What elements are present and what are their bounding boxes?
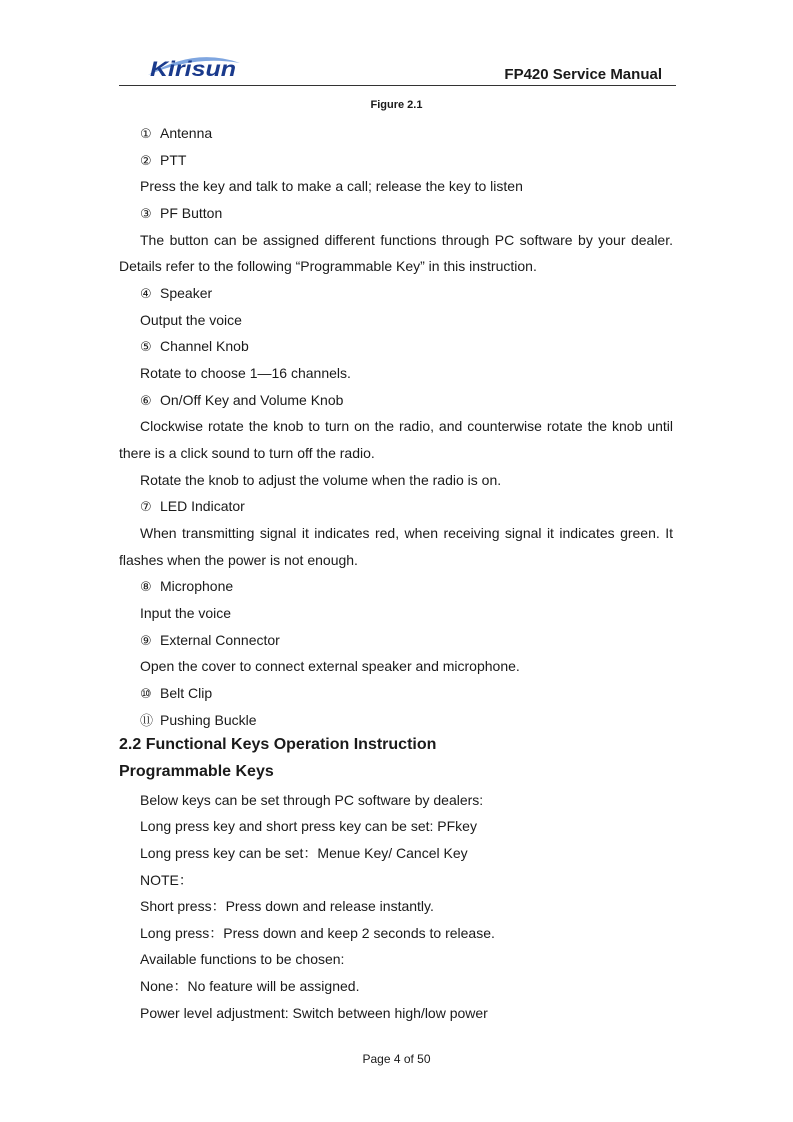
item-description: Press the key and talk to make a call; release the key to listen — [140, 178, 523, 194]
body-line: Below keys can be set through PC software by dealers: — [140, 792, 484, 808]
item-number: ② — [140, 153, 152, 168]
item-label: LED Indicator — [160, 498, 245, 514]
item-label: On/Off Key and Volume Knob — [160, 392, 344, 408]
item-label: Microphone — [160, 578, 234, 594]
item-description: When transmitting signal it indicates red, when receiving signal it indicates green. It — [140, 525, 673, 541]
list-item — [140, 631, 280, 650]
list-item — [140, 204, 222, 223]
item-number: ⑨ — [140, 633, 152, 648]
item-description: there is a click sound to turn off the radio. — [119, 445, 375, 461]
list-item — [140, 711, 257, 730]
body-line: Long press key can be set：Menue Key/ Cancel Key — [140, 845, 468, 861]
item-description: Input the voice — [140, 605, 232, 621]
item-number: ⑥ — [140, 393, 152, 408]
item-number: ⑩ — [140, 686, 152, 701]
item-description: Details refer to the following “Programmable Key” in this instruction. — [119, 258, 537, 274]
body-line: Short press：Press down and release instantly. — [140, 898, 434, 914]
body-line: None：No feature will be assigned. — [140, 978, 360, 994]
list-item — [140, 577, 233, 596]
item-number: ⑦ — [140, 499, 152, 514]
list-item — [140, 391, 343, 410]
item-number: ④ — [140, 286, 152, 301]
item-label: PF Button — [160, 205, 223, 221]
body-line: Long press：Press down and keep 2 seconds to release. — [140, 925, 495, 941]
item-description: Clockwise rotate the knob to turn on the radio, and counterwise rotate the knob until — [140, 418, 673, 434]
item-description: The button can be assigned different functions through PC software by your dealer. — [140, 232, 673, 248]
item-description: Open the cover to connect external speaker and microphone. — [140, 658, 520, 674]
body-line: Power level adjustment: Switch between high/low power — [140, 1005, 488, 1021]
item-label: Belt Clip — [160, 685, 213, 701]
list-item — [140, 337, 249, 356]
item-number: ③ — [140, 206, 152, 221]
item-label: External Connector — [160, 632, 280, 648]
list-item — [140, 151, 186, 170]
document-title: FP420 Service Manual — [504, 66, 662, 83]
item-number: ⑧ — [140, 579, 152, 594]
body-line: Long press key and short press key can be set: PFkey — [140, 818, 477, 834]
body-line: NOTE： — [140, 872, 193, 888]
logo-text: Kirisun — [150, 58, 236, 81]
item-label: Antenna — [160, 125, 213, 141]
figure-caption: Figure 2.1 — [370, 99, 423, 111]
header-divider — [119, 85, 676, 86]
page-number: Page 4 of 50 — [362, 1052, 431, 1066]
section-heading: 2.2 Functional Keys Operation Instruction — [119, 736, 437, 753]
item-description: Rotate the knob to adjust the volume when the radio is on. — [140, 472, 502, 488]
item-label: PTT — [160, 152, 187, 168]
item-label: Speaker — [160, 285, 213, 301]
item-description: Output the voice — [140, 312, 242, 328]
item-number: ⑤ — [140, 339, 152, 354]
item-description: Rotate to choose 1—16 channels. — [140, 365, 351, 381]
kirisun-logo — [146, 53, 242, 81]
item-number: ① — [140, 126, 152, 141]
list-item — [140, 284, 212, 303]
item-description: flashes when the power is not enough. — [119, 552, 358, 568]
section-subheading: Programmable Keys — [119, 763, 274, 780]
list-item — [140, 684, 212, 703]
item-label: Channel Knob — [160, 338, 249, 354]
item-label: Pushing Buckle — [160, 712, 257, 728]
list-item — [140, 497, 245, 516]
item-number: ⑪ — [140, 713, 154, 728]
body-line: Available functions to be chosen: — [140, 951, 345, 967]
list-item — [140, 124, 212, 143]
